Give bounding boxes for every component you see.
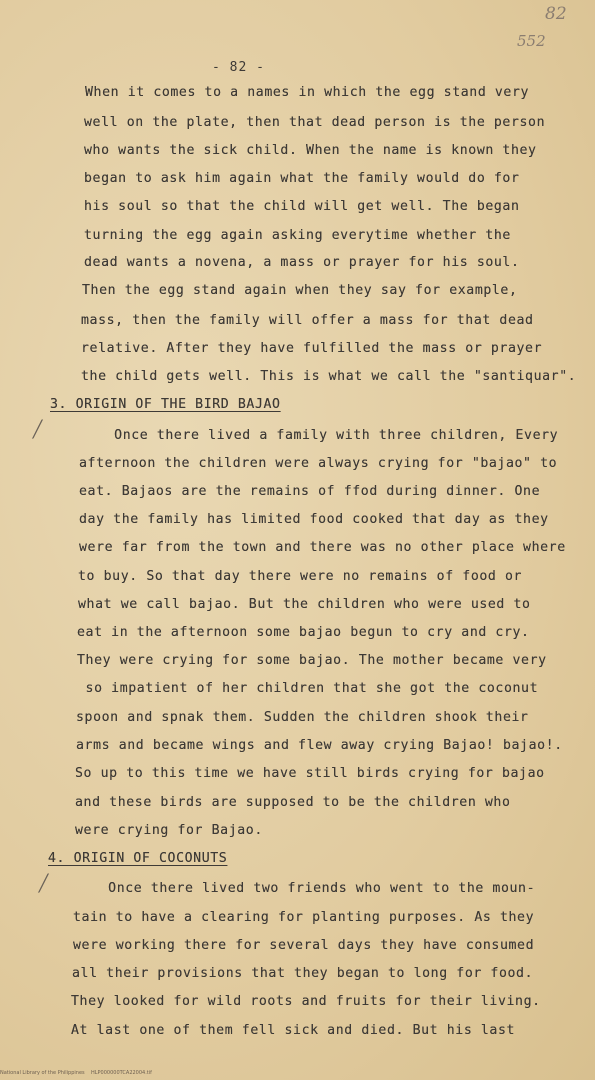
text-line: began to ask him again what the family would do for [84,171,520,186]
text-line: When it comes to a names in which the egg stand very [85,85,530,100]
pencil-page-number: 82 [545,4,567,24]
text-line: spoon and spnak them. Sudden the children shook their [76,710,529,725]
text-line: what we call bajao. But the children who were used to [78,597,531,612]
text-line: were far from the town and there was no other place where [79,540,566,555]
section-heading: 3. ORIGIN OF THE BIRD BAJAO [50,397,281,412]
text-line: eat in the afternoon some bajao begun to cry and cry. [77,625,530,640]
text-line: to buy. So that day there were no remains of food or [78,569,523,584]
scan-footer-caption: National Library of the Philippines HLP000000TCA22004.tif [0,1070,152,1076]
text-line: the child gets well. This is what we call the "santiquar". [81,369,577,384]
text-line: mass, then the family will offer a mass for that dead [81,313,534,328]
text-line: who wants the sick child. When the name is known they [84,143,537,158]
check-mark-1: ⁄ [33,417,43,444]
text-line: so impatient of her children that she got the coconut [77,681,539,696]
text-line: day the family has limited food cooked that day as they [79,512,549,527]
text-line: were working there for several days they have consumed [73,938,535,953]
text-line: well on the plate, then that dead person is the person [84,115,546,130]
text-line: Once there lived two friends who went to the moun- [74,881,536,896]
text-line: his soul so that the child will get well. The began [84,199,520,214]
text-line: Once there lived a family with three children, Every [80,428,559,443]
text-line: relative. After they have fulfilled the mass or prayer [81,341,543,356]
text-line: all their provisions that they began to long for food. [72,966,534,981]
text-line: arms and became wings and flew away crying Bajao! bajao!. [76,738,563,753]
text-line: At last one of them fell sick and died. But his last [71,1023,516,1038]
text-line: They were crying for some bajao. The mother became very [77,653,547,668]
pencil-folio-number: 552 [517,32,546,50]
text-line: So up to this time we have still birds crying for bajao [75,766,545,781]
page-number: - 82 - [212,60,265,75]
text-line: Then the egg stand again when they say for example, [82,283,518,298]
section-heading: 4. ORIGIN OF COCONUTS [48,851,228,866]
text-line: afternoon the children were always crying for "bajao" to [79,456,558,471]
text-line: and these birds are supposed to be the children who [75,795,511,810]
text-line: tain to have a clearing for planting purposes. As they [73,910,535,925]
text-line: were crying for Bajao. [75,823,263,838]
text-line: eat. Bajaos are the remains of ffod during dinner. One [79,484,541,499]
text-line: They looked for wild roots and fruits for their living. [71,994,541,1009]
text-line: turning the egg again asking everytime whether the [84,228,511,243]
check-mark-2: ⁄ [39,871,49,898]
text-line: dead wants a novena, a mass or prayer for his soul. [84,255,520,270]
